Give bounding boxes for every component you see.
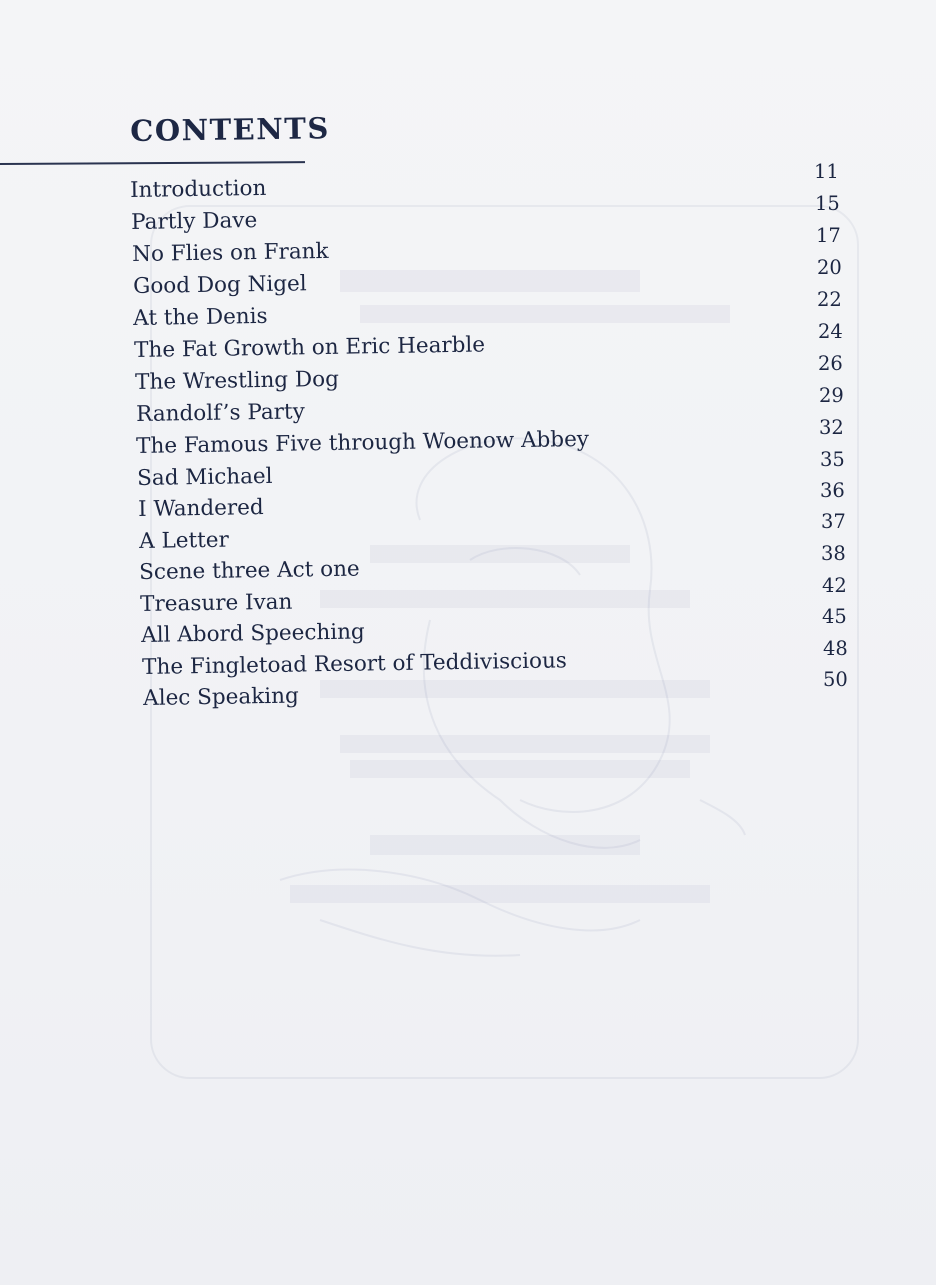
toc-entry-title: Scene three Act one: [139, 556, 360, 585]
toc-entry-title: Randolf’s Party: [136, 399, 305, 427]
toc-entry-page: 37: [821, 510, 846, 533]
toc-entry-page: 15: [815, 192, 840, 215]
toc-entry-title: Good Dog Nigel: [133, 271, 307, 299]
toc-entry-title: Sad Michael: [137, 463, 273, 491]
toc-entry-page: 29: [819, 384, 844, 407]
toc-entry-title: Treasure Ivan: [140, 589, 293, 617]
toc-entry-title: Alec Speaking: [143, 683, 299, 711]
toc-entry-page: 24: [818, 320, 843, 343]
toc-entry-page: 36: [820, 479, 845, 502]
toc-entry-page: 11: [814, 160, 839, 183]
toc-entry-title: The Wrestling Dog: [135, 366, 340, 395]
toc-entry-page: 38: [821, 542, 846, 565]
toc-entry-page: 50: [823, 668, 848, 691]
toc-entry-page: 17: [816, 224, 841, 247]
toc-entry-title: A Letter: [139, 527, 230, 554]
toc-entry-title: Introduction: [130, 175, 267, 203]
toc-entry-title: Partly Dave: [131, 208, 258, 235]
toc-entry-title: The Fat Growth on Eric Hearble: [134, 332, 486, 363]
toc-entry-page: 26: [818, 352, 843, 375]
toc-entry-title: At the Denis: [133, 303, 268, 331]
toc-entry-page: 35: [820, 448, 845, 471]
toc-entry-title: The Famous Five through Woenow Abbey: [136, 426, 590, 459]
toc-entry-page: 22: [817, 288, 842, 311]
toc-entry-page: 20: [817, 256, 842, 279]
toc-entry-title: The Fingletoad Resort of Teddiviscious: [142, 648, 568, 680]
toc-entry-page: 32: [819, 416, 844, 439]
toc-entry-page: 42: [822, 574, 847, 597]
toc-entry-page: 48: [823, 637, 848, 660]
toc-entry-title: All Abord Speeching: [141, 619, 365, 648]
toc-entry-title: I Wandered: [138, 495, 264, 522]
toc-entry-page: 45: [822, 605, 847, 628]
toc-entry-title: No Flies on Frank: [132, 238, 329, 267]
contents-title: CONTENTS: [130, 111, 331, 148]
